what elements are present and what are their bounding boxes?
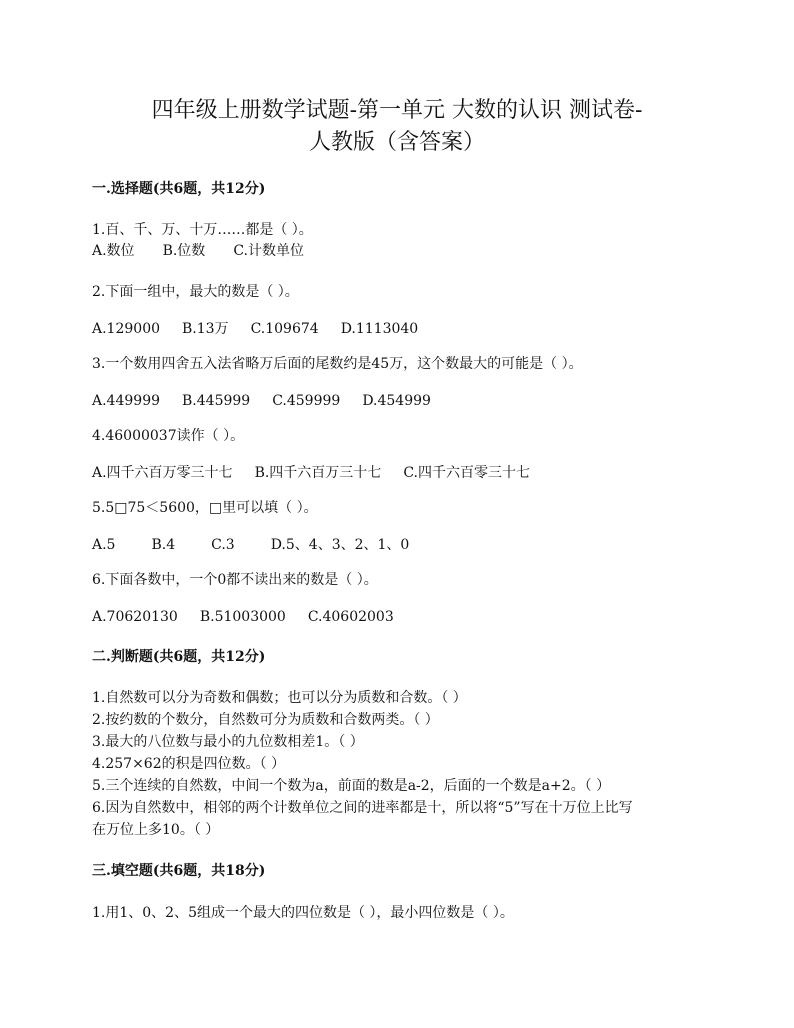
option: A.449999: [92, 393, 161, 409]
judgment-item: 1.自然数可以分为奇数和偶数；也可以分为质数和合数。（ ）: [92, 690, 467, 706]
question-options: [92, 536, 445, 554]
section-heading-choice: 一.选择题(共6题，共12分): [92, 181, 266, 197]
question-options: [92, 392, 453, 410]
option: B.445999: [182, 393, 251, 409]
section-heading-true-false: 二.判断题(共6题，共12分): [92, 649, 266, 665]
judgment-item: 4.257×62的积是四位数。（ ）: [92, 756, 286, 772]
option: C.40602003: [307, 609, 394, 625]
option: D.5、4、3、2、1、0: [270, 537, 410, 553]
question-stem: 3.一个数用四舍五入法省略万后面的尾数约是45万，这个数最大的可能是（ ）。: [92, 356, 583, 372]
option: A.5: [92, 537, 116, 553]
option: C.109674: [250, 321, 319, 337]
question-stem: 5.5□75＜5600，□里可以填（ ）。: [92, 500, 318, 516]
question-stem: 4.46000037读作（ ）。: [92, 428, 245, 444]
option: C.四千六百零三十七: [403, 465, 530, 481]
question-options: [92, 464, 552, 482]
judgment-item: 在万位上多10。（ ）: [92, 822, 220, 838]
judgment-item: 2.按约数的个数分，自然数可分为质数和合数两类。（ ）: [92, 712, 439, 728]
question-stem: 1.用1、0、2、5组成一个最大的四位数是（ ），最小四位数是（ ）。: [92, 905, 514, 921]
judgment-item: 6.因为自然数中，相邻的两个计数单位之间的进率都是十，所以将“5”写在十万位上比写: [92, 800, 633, 816]
judgment-item: 5.三个连续的自然数，中间一个数为a，前面的数是a-2，后面的一个数是a+2。（ ）: [92, 778, 611, 794]
option: D.1113040: [340, 321, 419, 337]
question-options: [92, 320, 440, 338]
option: A.129000: [92, 321, 161, 337]
option: D.454999: [362, 393, 431, 409]
option: A.四千六百万零三十七: [92, 465, 233, 481]
section-heading-fill-blank: 三.填空题(共6题，共18分): [92, 863, 266, 879]
option: C.459999: [272, 393, 341, 409]
document-title-line2: 人教版（含答案）: [308, 130, 485, 155]
option: B.四千六百万三十七: [254, 465, 382, 481]
option: C.计数单位: [233, 243, 304, 259]
question-stem: 1.百、千、万、十万……都是（ ）。: [92, 222, 313, 238]
option: B.4: [151, 537, 176, 553]
option: B.51003000: [199, 609, 286, 625]
option: A.70620130: [92, 609, 178, 625]
document-title-line1: 四年级上册数学试题-第一单元 大数的认识 测试卷-: [151, 98, 643, 123]
option: B.13万: [182, 321, 229, 337]
question-options: [92, 242, 332, 260]
option: A.数位: [92, 243, 135, 259]
judgment-item: 3.最大的八位数与最小的九位数相差1。（ ）: [92, 734, 364, 750]
question-stem: 2.下面一组中，最大的数是（ ）。: [92, 284, 299, 300]
question-options: [92, 608, 416, 626]
option: C.3: [211, 537, 235, 553]
question-stem: 6.下面各数中，一个0都不读出来的数是（ ）。: [92, 572, 378, 588]
option: B.位数: [162, 243, 206, 259]
